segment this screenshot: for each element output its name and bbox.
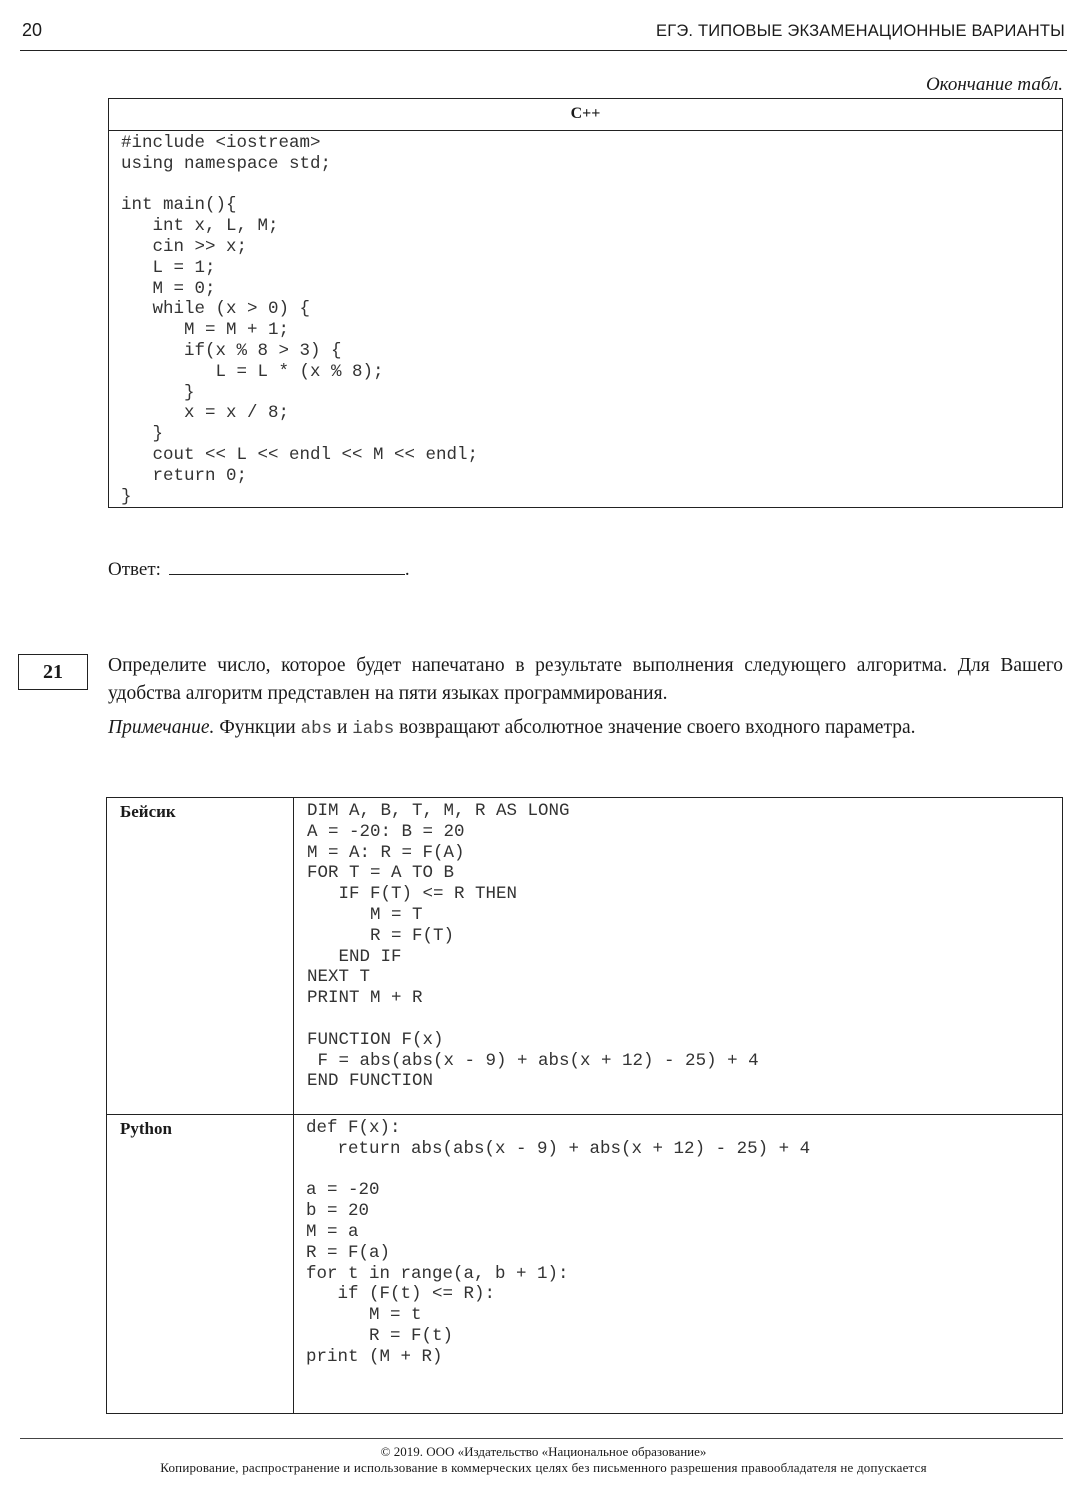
task-number-box: 21 — [18, 654, 88, 690]
note-label: Примечание. — [108, 717, 215, 738]
header-divider — [20, 50, 1067, 51]
python-code-listing: def F(x): return abs(abs(x - 9) + abs(x + 12) - 25) + 4 a = -20 b = 20 M = a R = F(a) for t in range(a, b + 1): if (F(t) <= R): M = t R = F(t) print (M + R) — [306, 1118, 811, 1367]
language-row-python — [107, 1115, 1062, 1413]
note-func-abs: abs — [300, 719, 333, 739]
language-row-basic — [107, 798, 1062, 1114]
note-func-iabs: iabs — [352, 719, 395, 739]
task-statement: Определите число, которое будет напечатано в результате выполнения следующего алгоритма. Для Вашего удобства алгоритм представлен на пяти языках программирования. — [108, 655, 1063, 704]
answer-field — [108, 556, 410, 581]
answer-label: Ответ: — [108, 559, 161, 580]
task-note — [108, 714, 1063, 743]
running-title: ЕГЭ. ТИПОВЫЕ ЭКЗАМЕНАЦИОННЫЕ ВАРИАНТЫ — [656, 22, 1065, 40]
language-name-basic: Бейсик — [120, 802, 176, 821]
page-number: 20 — [22, 20, 43, 40]
footer-divider — [20, 1438, 1063, 1439]
answer-terminator: . — [404, 559, 410, 580]
note-text-2: возвращают абсолютное значение своего входного параметра. — [399, 717, 916, 738]
cpp-code-table — [108, 98, 1063, 508]
footer-notice: Копирование, распространение и использование в коммерческих целях без письменного разрешения правообладателя не допускается — [160, 1460, 927, 1475]
task-statement-block — [108, 652, 1063, 749]
basic-code-listing: DIM A, B, T, M, R AS LONG A = -20: B = 20 M = A: R = F(A) FOR T = A TO B IF F(T) <= R THEN M = T R = F(T) END IF NEXT T PRINT M + R FUNCTION F(x) F = abs(abs(x - 9) + abs(x + 12) - 25) + 4 END FUNCTION — [307, 801, 759, 1092]
footer-copyright: © 2019. ООО «Издательство «Национальное образование» — [380, 1444, 707, 1459]
note-text-1: Функции — [219, 717, 296, 738]
answer-blank-line[interactable] — [169, 556, 405, 575]
cpp-code-listing: #include <iostream> using namespace std; int main(){ int x, L, M; cin >> x; L = 1; M = 0; while (x > 0) { M = M + 1; if(x % 8 > 3) { L = L * (x % 8); } x = x / 8; } cout << L << endl << M << endl; return 0; } — [121, 133, 479, 507]
note-and: и — [336, 717, 348, 738]
table-continuation-label: Окончание табл. — [925, 74, 1063, 95]
cpp-language-header: C++ — [109, 99, 1062, 131]
languages-table — [106, 797, 1063, 1414]
language-name-python: Python — [120, 1119, 172, 1138]
